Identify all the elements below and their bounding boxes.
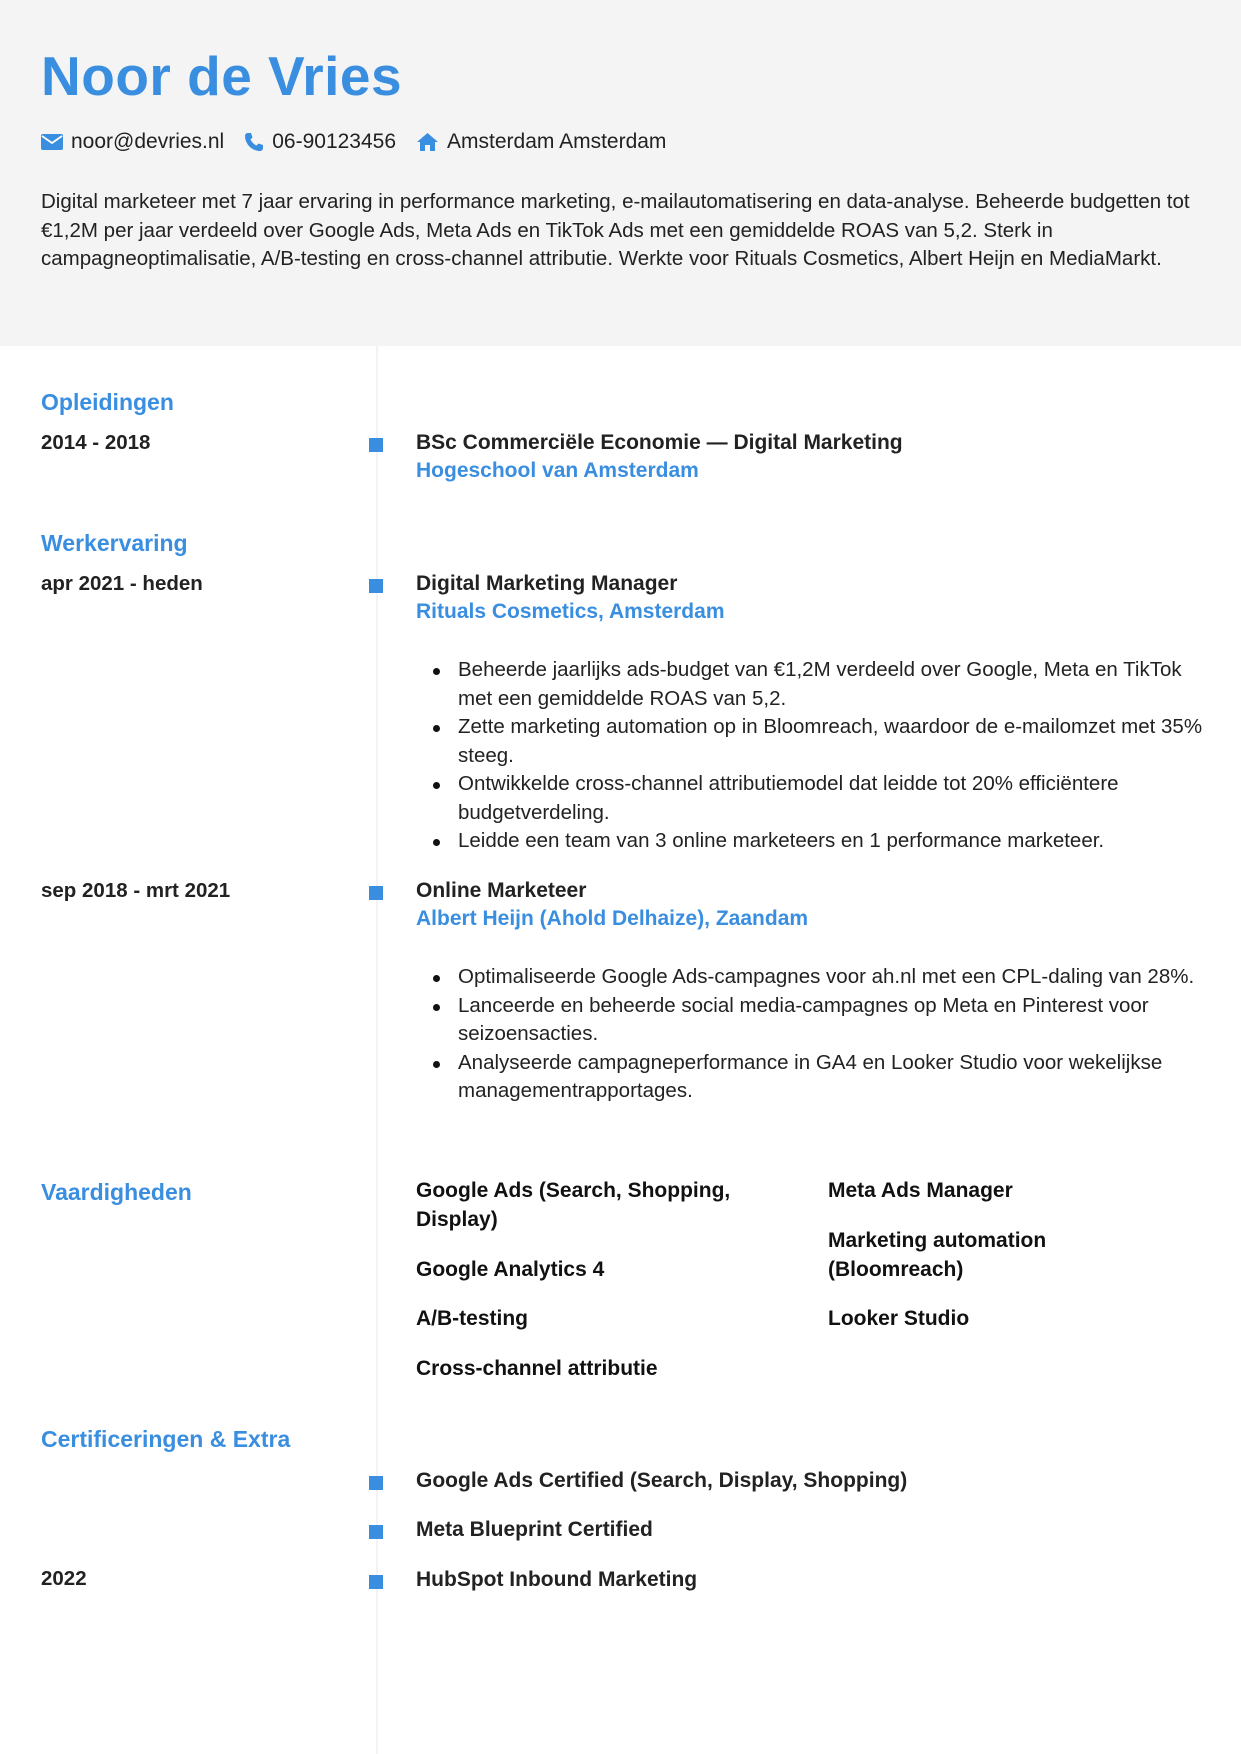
- skill-item: Google Ads (Search, Shopping, Display): [416, 1179, 731, 1231]
- education-entry: [416, 429, 1206, 485]
- section-title-skills: Vaardigheden: [41, 1179, 192, 1205]
- phone-icon: [244, 132, 264, 152]
- contact-row: [41, 130, 1200, 154]
- location-text: Amsterdam Amsterdam: [447, 130, 667, 153]
- timeline-marker: [369, 886, 383, 900]
- email-text: noor@devries.nl: [71, 130, 225, 153]
- resume-header: [0, 0, 1241, 346]
- skill-item: Looker Studio: [828, 1307, 970, 1330]
- bullet-item: Optimaliseerde Google Ads-campagnes voor ah.nl met een CPL-daling van 28%.: [458, 963, 1206, 992]
- company-name: Rituals Cosmetics, Amsterdam: [416, 600, 725, 623]
- skill-item: Marketing automation (Bloomreach): [828, 1229, 1047, 1281]
- company-name: Albert Heijn (Ahold Delhaize), Zaandam: [416, 907, 809, 930]
- education-date: 2014 - 2018: [41, 431, 151, 454]
- job-date: apr 2021 - heden: [41, 572, 203, 595]
- home-icon: [416, 132, 439, 152]
- bullet-item: Lanceerde en beheerde social media-campagnes op Meta en Pinterest voor seizoensacties.: [458, 992, 1206, 1049]
- job-entry: [416, 877, 1206, 1106]
- phone-text: 06-90123456: [272, 130, 397, 153]
- job-bullets: [416, 656, 1206, 856]
- job-bullets: [416, 963, 1206, 1106]
- degree-title: BSc Commerciële Economie — Digital Marketing: [416, 431, 903, 454]
- timeline-divider: [376, 346, 378, 1754]
- section-title-experience: Werkervaring: [41, 530, 188, 556]
- skill-item: Google Analytics 4: [416, 1258, 605, 1281]
- school-name: Hogeschool van Amsterdam: [416, 459, 699, 482]
- section-title-education: Opleidingen: [41, 389, 174, 415]
- contact-phone[interactable]: [244, 130, 396, 154]
- certification-title: Google Ads Certified (Search, Display, Shopping): [416, 1469, 908, 1492]
- contact-email[interactable]: [41, 130, 224, 154]
- skill-item: Cross-channel attributie: [416, 1357, 658, 1380]
- timeline-marker: [369, 1525, 383, 1539]
- bullet-item: Analyseerde campagneperformance in GA4 en Looker Studio voor wekelijkse managementrapportages.: [458, 1049, 1206, 1106]
- timeline-marker: [369, 1476, 383, 1490]
- candidate-name: Noor de Vries: [41, 45, 403, 107]
- bullet-item: Beheerde jaarlijks ads-budget van €1,2M verdeeld over Google, Meta en TikTok met een gemiddelde ROAS van 5,2.: [458, 656, 1206, 713]
- bullet-item: Ontwikkelde cross-channel attributiemodel dat leidde tot 20% efficiëntere budgetverdeling.: [458, 770, 1206, 827]
- profile-summary: Digital marketeer met 7 jaar ervaring in performance marketing, e-mailautomatisering en data-analyse. Beheerde budgetten tot €1,2M per jaar verdeeld over Google Ads, Meta Ads en TikTok Ads met een gemiddelde ROAS van 5,2. Sterk in campagneoptimalisatie, A/B-testing en cross-channel attributie. Werkte voor Rituals Cosmetics, Albert Heijn en MediaMarkt.: [41, 190, 1190, 270]
- certification-title: Meta Blueprint Certified: [416, 1518, 653, 1541]
- certification-entry: [416, 1566, 1206, 1594]
- job-title: Online Marketeer: [416, 879, 587, 902]
- section-title-certifications: Certificeringen & Extra: [41, 1426, 291, 1452]
- certification-entry: [416, 1467, 1206, 1495]
- contact-location: [416, 130, 666, 154]
- skill-item: Meta Ads Manager: [828, 1179, 1013, 1202]
- timeline-marker: [369, 438, 383, 452]
- bullet-item: Zette marketing automation op in Bloomreach, waardoor de e-mailomzet met 35% steeg.: [458, 713, 1206, 770]
- certification-entry: [416, 1516, 1206, 1544]
- certification-title: HubSpot Inbound Marketing: [416, 1568, 698, 1591]
- timeline-marker: [369, 579, 383, 593]
- job-title: Digital Marketing Manager: [416, 572, 678, 595]
- envelope-icon: [41, 134, 63, 150]
- job-date: sep 2018 - mrt 2021: [41, 879, 231, 902]
- bullet-item: Leidde een team van 3 online marketeers en 1 performance marketeer.: [458, 827, 1206, 856]
- job-entry: [416, 570, 1206, 856]
- timeline-marker: [369, 1575, 383, 1589]
- certification-date: 2022: [41, 1567, 87, 1590]
- skill-item: A/B-testing: [416, 1307, 528, 1330]
